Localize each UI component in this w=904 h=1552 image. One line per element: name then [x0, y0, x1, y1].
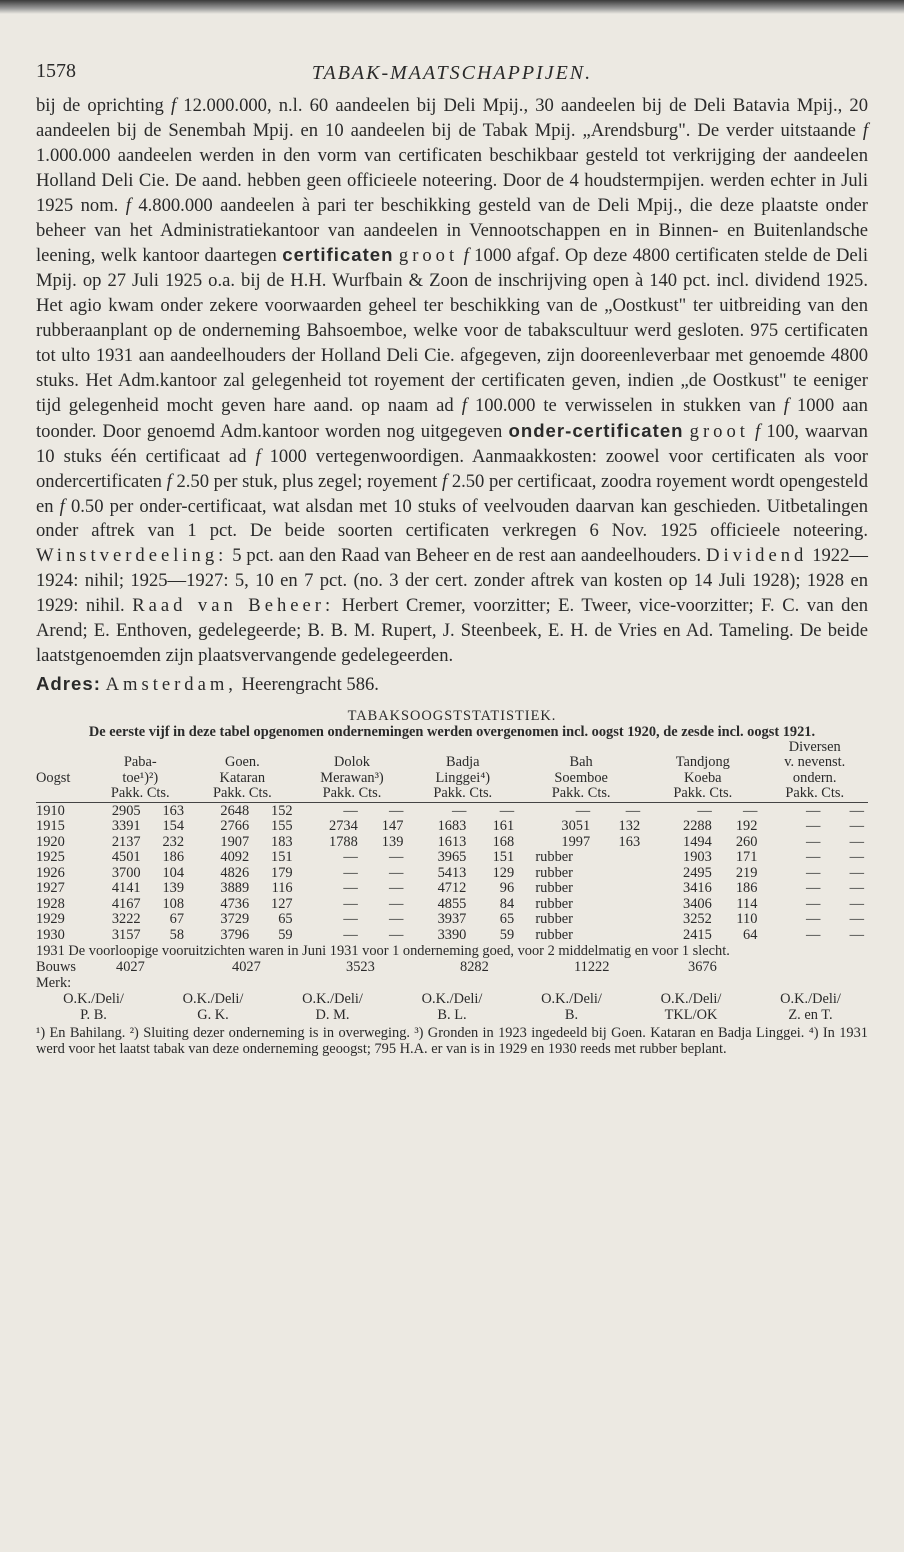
table-cell: 59	[499, 926, 515, 943]
florin-sign: f	[166, 470, 172, 492]
table-cell: 3051	[561, 818, 591, 835]
table-cell: 108	[162, 895, 185, 912]
table-cell: 260	[735, 833, 758, 850]
table-cell: 139	[381, 833, 404, 850]
table-cell: 3965	[437, 849, 467, 866]
table-cell: 65	[278, 911, 293, 928]
note-1931: 1931 De voorloopige vooruitzichten waren in Juni 1931 voor 1 onderneming goed, voor 2 middelmatig en voor 1 slecht.	[36, 943, 730, 960]
text-run: 2.50 per stuk, plus zegel; royement	[176, 470, 438, 492]
table-cell: —	[343, 895, 358, 912]
unit-cell: Pakk. Cts.	[322, 785, 382, 802]
text-run: 2.50 per certificaat, zoodra royement wordt opengesteld en	[36, 470, 869, 517]
harvest-table	[36, 740, 868, 944]
column-header: Bah	[569, 754, 593, 771]
text-run: 0.50 per onder-certificaat, wat alsdan met 10 stuks of veelvouden daarvan kan geschieden. Uitbetalingen onder aftrek van 1 pct. De beide soorten certificaten verkregen 6 Nov. 1925 officieele noteering.	[36, 495, 869, 542]
table-cell: rubber	[535, 880, 573, 897]
table-cell: 154	[162, 818, 185, 835]
table-cell: —	[389, 864, 404, 881]
table-cell: 4501	[111, 849, 141, 866]
merk-label-bottom: B. L.	[437, 1007, 467, 1024]
unit-row	[36, 786, 868, 802]
bouws-value: 8282	[460, 959, 489, 976]
florin-sign: f	[862, 119, 869, 141]
table-cell: —	[343, 849, 358, 866]
table-cell: —	[389, 911, 404, 928]
harvest-statistics	[36, 708, 868, 1058]
table-cell: 2648	[220, 802, 250, 819]
table-cell: 3796	[220, 926, 250, 943]
table-row	[36, 928, 868, 944]
table-cell	[594, 928, 644, 944]
table-cell: 3416	[683, 880, 712, 897]
table-cell	[594, 897, 644, 913]
table-cell: 179	[271, 864, 293, 881]
unit-cell: Pakk. Cts.	[673, 785, 733, 802]
bouws-value: 4027	[116, 959, 145, 976]
table-cell: 114	[736, 895, 758, 912]
table-cell: —	[849, 802, 864, 819]
florin-sign: f	[755, 420, 761, 442]
column-header: Tandjong	[675, 754, 730, 771]
table-cell: —	[806, 911, 821, 928]
table-cell: 3390	[437, 926, 467, 943]
header-row-top	[36, 740, 868, 756]
table-cell: 163	[162, 802, 185, 819]
table-cell: 58	[169, 926, 185, 943]
table-cell: 161	[492, 818, 515, 835]
table-row	[36, 881, 868, 897]
table-cell: 104	[162, 864, 185, 881]
column-header: Kataran	[219, 769, 266, 786]
table-cell: 65	[499, 911, 515, 928]
term-onder-certificaten: onder-certificaten	[508, 419, 684, 441]
year-cell: 1928	[36, 895, 65, 912]
table-cell: 59	[278, 926, 293, 943]
table-cell: —	[849, 911, 864, 928]
merk-label-top: O.K./Deli/	[541, 991, 602, 1008]
year-cell: 1930	[36, 926, 65, 943]
table-cell: 67	[169, 911, 185, 928]
column-header: Merawan³)	[320, 769, 384, 786]
table-cell	[594, 850, 644, 866]
table-cell: 132	[618, 818, 641, 835]
book-page	[36, 54, 868, 1058]
table-cell: 3157	[111, 926, 141, 943]
text-run: 1000 vertegenwoordigen. Aanmaakkosten: zoowel voor certificaten als voor ondercertificaten	[36, 445, 868, 492]
table-cell: 3222	[111, 911, 141, 928]
table-cell: 151	[492, 849, 515, 866]
text-run: 1000 aan toonder. Door genoemd Adm.kantoor worden nog uitgegeven	[36, 394, 868, 442]
florin-sign: f	[125, 194, 131, 216]
text-run: 1922—1924: nihil; 1925—1927: 5, 10 en 7 pct. (no. 3 der cert. zonder aftrek van kosten op 14 Juli 1928); 1928 en 1929: nihil.	[36, 545, 868, 617]
column-header	[297, 740, 408, 756]
table-cell: —	[343, 911, 358, 928]
table-cell: —	[389, 926, 404, 943]
merk-label-bottom: TKL/OK	[664, 1007, 718, 1024]
column-header: Linggei⁴)	[435, 769, 491, 786]
table-cell: 1903	[683, 849, 712, 866]
table-cell: 4092	[220, 849, 250, 866]
table-cell: —	[849, 926, 864, 943]
table-cell: 2415	[683, 926, 712, 943]
text-run: 100, waarvan 10 stuks één certificaat ad	[36, 420, 868, 467]
table-cell: —	[806, 880, 821, 897]
column-header: Diversen	[788, 738, 841, 755]
table-cell: 2766	[220, 818, 250, 835]
table-cell: 1494	[683, 833, 712, 850]
unit-cell: Pakk. Cts.	[212, 785, 272, 802]
table-cell: —	[743, 802, 758, 819]
text-spaced: groot	[398, 245, 459, 267]
bouws-row	[36, 959, 868, 975]
table-cell: 4141	[111, 880, 141, 897]
table-cell: 183	[271, 833, 293, 850]
merk-label-top: O.K./Deli/	[63, 991, 124, 1008]
florin-sign: f	[170, 95, 177, 116]
unit-cell: Pakk. Cts.	[785, 785, 845, 802]
table-cell: 155	[271, 818, 293, 835]
table-cell: 1613	[437, 833, 467, 850]
table-cell: 151	[271, 849, 293, 866]
year-cell: 1925	[36, 849, 65, 866]
florin-sign: f	[441, 470, 448, 492]
table-cell: —	[806, 926, 821, 943]
unit-cell: Pakk. Cts.	[110, 785, 170, 802]
running-title: TABAK-MAATSCHAPPIJEN.	[311, 62, 593, 84]
table-cell: —	[849, 864, 864, 881]
column-header	[644, 740, 761, 756]
table-cell	[594, 912, 644, 928]
table-cell: 186	[735, 880, 758, 897]
year-cell: 1929	[36, 911, 65, 928]
table-cell: —	[806, 895, 821, 912]
table-cell: —	[389, 802, 404, 819]
year-cell: 1920	[36, 833, 65, 850]
text-run: 5 pct. aan den Raad van Beheer en de rest aan aandeelhouders.	[232, 545, 702, 567]
scan-edge	[0, 0, 904, 14]
table-cell: 2137	[111, 833, 141, 850]
column-header: toe¹)²)	[122, 769, 159, 786]
table-cell: 1788	[329, 833, 358, 850]
table-row	[36, 850, 868, 866]
merk-label-top: O.K./Deli/	[302, 991, 363, 1008]
florin-sign: f	[783, 394, 789, 416]
column-header: Koeba	[684, 769, 722, 786]
unit-cell: Pakk. Cts.	[433, 785, 493, 802]
table-cell: —	[849, 833, 864, 850]
table-cell: —	[697, 802, 712, 819]
column-header: ondern.	[792, 769, 837, 786]
table-cell: 139	[162, 880, 185, 897]
merk-label-bottom: B.	[564, 1007, 579, 1024]
header-row-mid	[36, 755, 868, 771]
text-run: 1000 afgaf. Op deze 4800 certificaten stelde de Deli Mpij. op 27 Juli 1925 o.a. bij de H.H. Wurfbain & Zoon de inschrijving open à 140 pct. incl. dividend 1925. Het agio kwam onder zekere voorwaarden geheel ter beschikking van de „Oostkust" ter uitbreiding van den rubberaanplant op de onderneming Bahsoemboe, welke voor de tabakscultuur werd gesloten. 975 certificaten tot ulto 1931 aan aandeelhouders der Holland Deli Cie. afgegeven, zijn dooreenleverbaar met genoemde 4800 stuks. Het Adm.kantoor zal gelegenheid tot royement der certificaten geven, indien „de Oostkust" te eeniger tijd gelegenheid mocht geven hare aand. op naam ad	[36, 245, 868, 416]
column-header	[518, 740, 644, 756]
bouws-value: 3523	[346, 959, 375, 976]
text-run: bij de oprichting	[36, 95, 164, 116]
column-header	[36, 755, 92, 771]
table-cell: 2288	[683, 818, 712, 835]
table-cell: —	[389, 895, 404, 912]
footnotes: ¹) En Bahilang. ²) Sluiting dezer onderneming is in overweging. ³) Gronden in 1923 ingedeeld bij Goen. Kataran en Badja Linggei. ⁴) In 1931 werd voor het laatst tabak van deze onderneming geoogst; 795 H.A. er van is in 1929 en 1930 reeds met rubber beplant.	[36, 1025, 868, 1058]
table-cell: —	[575, 802, 591, 819]
table-cell: —	[343, 802, 358, 819]
table-cell: —	[343, 880, 358, 897]
merk-label: Merk:	[36, 975, 72, 992]
table-cell: —	[499, 802, 515, 819]
column-header: Dolok	[334, 754, 370, 771]
table-cell: —	[806, 849, 821, 866]
table-cell: 192	[735, 818, 758, 835]
table-cell: 186	[162, 849, 185, 866]
table-cell: —	[806, 818, 821, 835]
table-cell: 129	[492, 864, 515, 881]
table-cell: 3700	[111, 864, 141, 881]
year-cell: 1926	[36, 864, 65, 881]
merk-label-top: O.K./Deli/	[660, 991, 722, 1008]
table-cell: 171	[735, 849, 758, 866]
column-header	[407, 740, 518, 756]
table-cell: 163	[618, 833, 641, 850]
text-run: 12.000.000, n.l. 60 aandeelen bij Deli Mpij., 30 aandeelen bij de Deli Batavia Mpij., 20 aandeelen bij de Senembah Mpij. en 10 aandeelen bij de Tabak Mpij. „Arendsburg". De verder uitstaande	[36, 95, 868, 141]
year-cell: 1927	[36, 880, 65, 897]
address-street: Heerengracht 586.	[241, 673, 379, 695]
table-cell: 4167	[111, 895, 141, 912]
table-row	[36, 912, 868, 928]
merk-row-top	[36, 991, 868, 1007]
table-cell: —	[849, 880, 864, 897]
table-cell: 110	[736, 911, 758, 928]
florin-sign: f	[59, 495, 65, 517]
table-cell: 2734	[329, 818, 358, 835]
stats-title: TABAKSOOGSTSTATISTIEK.	[347, 707, 557, 724]
address-label: Adres:	[36, 672, 101, 694]
column-header: Oogst	[36, 769, 71, 786]
table-row	[36, 866, 868, 882]
table-cell: 116	[271, 880, 293, 897]
stats-intro: De eerste vijf in deze tabel opgenomen ondernemingen werden overgenomen incl. oogst 1920, de zesde incl. oogst 1921.	[88, 723, 816, 740]
table-cell: —	[806, 833, 821, 850]
table-cell: 147	[381, 818, 404, 835]
table-cell: 4712	[437, 880, 467, 897]
table-cell: —	[849, 895, 864, 912]
table-cell: 168	[492, 833, 515, 850]
bouws-value: 3676	[688, 959, 717, 976]
table-cell: 3937	[437, 911, 467, 928]
table-cell: 3889	[220, 880, 250, 897]
year-cell: 1915	[36, 818, 65, 835]
table-cell: 4736	[220, 895, 250, 912]
table-cell: —	[451, 802, 467, 819]
merk-label-top: O.K./Deli/	[182, 991, 244, 1008]
column-header	[92, 740, 188, 756]
page-header	[36, 54, 868, 94]
table-cell: 4855	[437, 895, 467, 912]
table-cell: 152	[271, 802, 293, 819]
table-row	[36, 819, 868, 835]
table-cell: 1907	[220, 833, 250, 850]
table-cell: 3391	[111, 818, 141, 835]
table-row	[36, 804, 868, 820]
table-cell: —	[343, 864, 358, 881]
table-cell: —	[343, 926, 358, 943]
table-cell: —	[849, 818, 864, 835]
column-header: Goen.	[224, 754, 260, 771]
merk-label-top: O.K./Deli/	[421, 991, 483, 1008]
text-run: Herbert Cremer, voorzitter; E. Tweer, vice-voorzitter; F. C. van den Arend; E. Enthoven, gedelegeerde; B. B. M. Rupert, J. Steenbeek, E. H. de Vries en Ad. Tameling. De beide laatstgenoemden zijn plaatsvervangende gedelegeerden.	[36, 595, 869, 666]
table-row	[36, 897, 868, 913]
merk-label-bottom: G. K.	[197, 1007, 229, 1024]
company-description	[36, 94, 868, 669]
table-cell: rubber	[535, 895, 573, 912]
table-cell: —	[849, 849, 864, 866]
table-cell: 127	[271, 895, 293, 912]
table-cell: 5413	[437, 864, 467, 881]
text-run: 1.000.000 aandeelen werden in den vorm van certificaten beschikbaar gesteld tot verkrijging der aandeelen Holland Deli Cie. De aand. hebben geen officieele noteering. Door de 4 houdstermpijen. werden echter in Juli 1925 nom.	[36, 144, 868, 216]
table-cell: —	[806, 802, 821, 819]
table-cell: rubber	[535, 926, 573, 943]
table-cell: —	[625, 802, 641, 819]
address-line	[36, 671, 868, 698]
column-header: Badja	[445, 754, 480, 771]
merk-row-bottom	[36, 1007, 868, 1023]
table-cell: 3252	[683, 911, 712, 928]
table-cell: rubber	[535, 849, 573, 866]
table-cell	[594, 881, 644, 897]
table-cell: —	[389, 880, 404, 897]
merk-label-bottom: Z. en T.	[788, 1007, 833, 1024]
table-cell: 3729	[220, 911, 250, 928]
table-cell: 1683	[437, 818, 467, 835]
header-row-low	[36, 771, 868, 787]
florin-sign: f	[461, 394, 467, 416]
bouws-value: 4027	[232, 959, 261, 976]
bouws-label: Bouws	[36, 959, 76, 976]
bouws-value: 11222	[574, 959, 610, 976]
table-cell: 219	[735, 864, 758, 881]
merk-label-bottom: P. B.	[80, 1007, 107, 1024]
merk-label-top: O.K./Deli/	[780, 991, 841, 1008]
table-cell: 96	[499, 880, 515, 897]
column-header: v. nevenst.	[784, 754, 846, 771]
unit-cell	[36, 786, 92, 802]
year-cell: 1910	[36, 802, 65, 819]
table-cell: —	[389, 849, 404, 866]
section-dividend: Dividend	[706, 545, 808, 567]
table-row	[36, 835, 868, 851]
column-header: Paba-	[123, 754, 157, 771]
table-cell: 2495	[683, 864, 712, 881]
table-cell: 4826	[220, 864, 250, 881]
table-cell	[594, 866, 644, 882]
table-cell: 2905	[111, 802, 141, 819]
table-cell: 64	[743, 926, 758, 943]
column-header	[188, 740, 297, 756]
table-cell: rubber	[535, 864, 573, 881]
section-raad-van-beheer: Raad van Beheer:	[132, 595, 335, 617]
table-cell: —	[806, 864, 821, 881]
table-cell: 3406	[683, 895, 712, 912]
text-run: 100.000 te verwisselen in stukken van	[474, 394, 776, 416]
page-number: 1578	[36, 60, 76, 82]
text-run: 4.800.000 aandeelen à pari ter beschikking gesteld van de Deli Mpij., die deze plaatste onder beheer van het Administratiekantoor van aandeelen in Vennootschappen en in Binnen- en Buitenlandsche leening, welk kantoor daartegen	[36, 194, 868, 267]
table-cell: 1997	[561, 833, 591, 850]
merk-label-bottom: D. M.	[315, 1007, 350, 1024]
table-cell: rubber	[535, 911, 573, 928]
column-header: Soemboe	[554, 769, 608, 786]
address-city: Amsterdam,	[105, 673, 237, 695]
unit-cell: Pakk. Cts.	[551, 785, 611, 802]
table-cell: 232	[162, 833, 185, 850]
term-certificaten: certificaten	[282, 244, 394, 266]
column-header	[36, 740, 92, 756]
section-winstverdeeling: Winstverdeeling:	[36, 545, 228, 567]
text-spaced: groot	[689, 420, 749, 442]
florin-sign: f	[463, 245, 469, 267]
table-cell: 84	[499, 895, 515, 912]
florin-sign: f	[255, 445, 261, 467]
